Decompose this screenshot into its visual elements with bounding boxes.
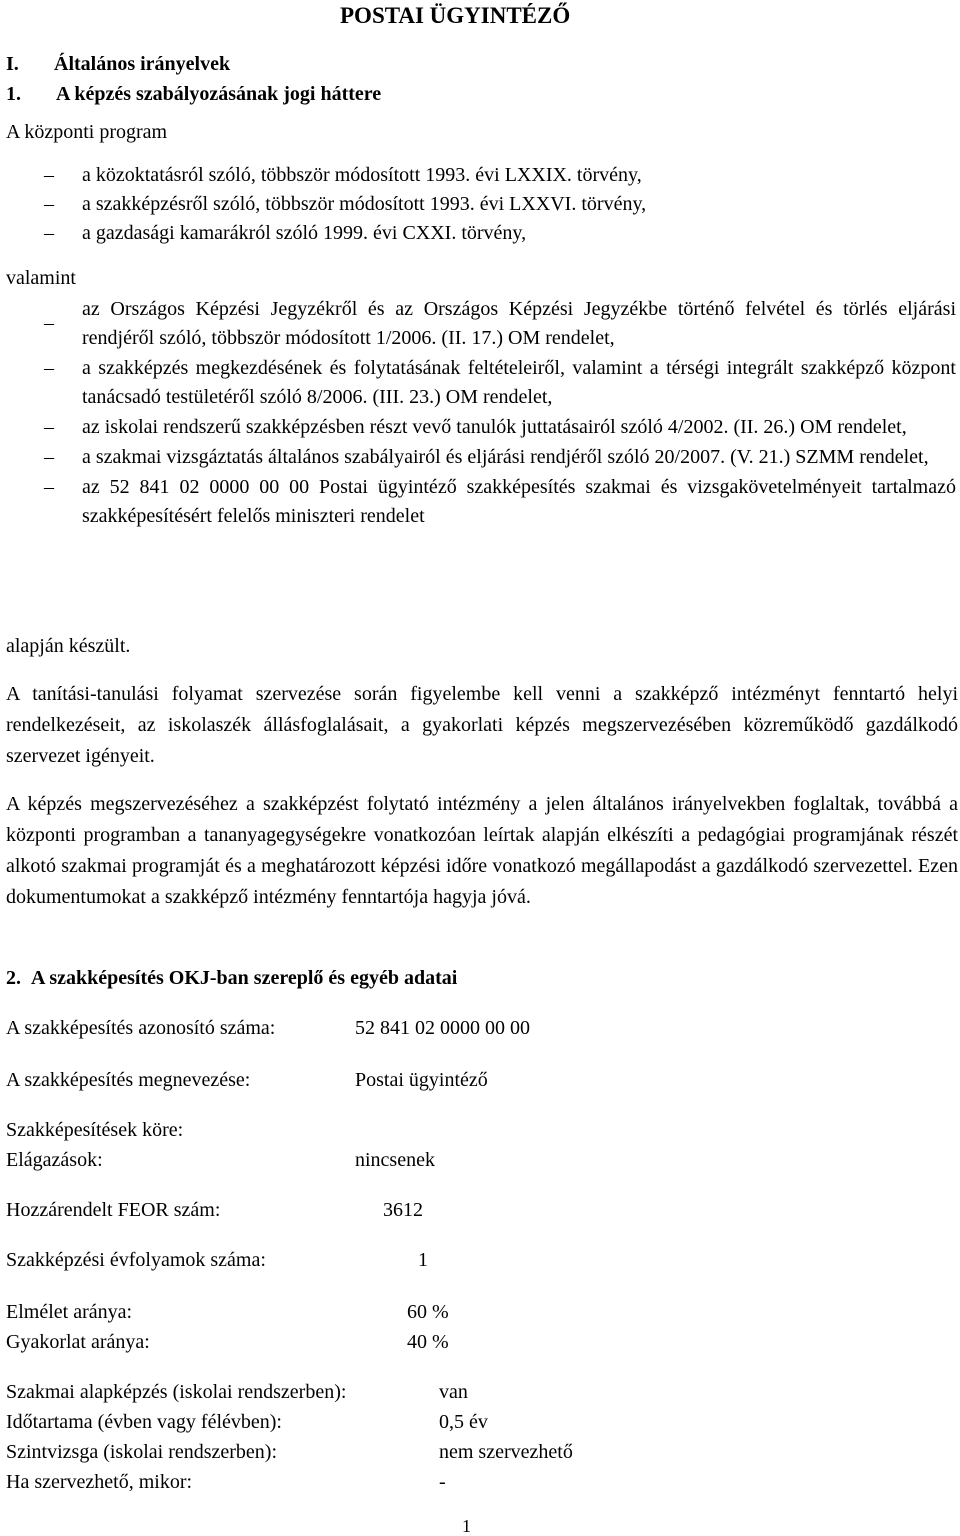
dash-bullet-icon: – (44, 164, 54, 186)
subsection-number: 2. (6, 967, 21, 989)
field-value-theory: 60 % (407, 1301, 449, 1323)
list-item: – a szakmai vizsgáztatás általános szabályairól és eljárási rendjéről szóló 20/2007. (V. 21.) SZMM rendelet, (44, 443, 956, 472)
list-item: – a szakképzésről szóló, többször módosított 1993. évi LXXVI. törvény, (44, 190, 944, 219)
dash-bullet-icon: – (44, 476, 54, 498)
field-value-basic: van (439, 1381, 468, 1403)
field-label-name: A szakképesítés megnevezése: (6, 1069, 251, 1091)
field-value-practice: 40 % (407, 1331, 449, 1353)
field-value-duration: 0,5 év (439, 1411, 488, 1433)
field-label-level-exam: Szintvizsga (iskolai rendszerben): (6, 1441, 278, 1463)
field-label-when: Ha szervezhető, mikor: (6, 1471, 193, 1493)
subsection-title: A képzés szabályozásának jogi háttere (56, 83, 382, 105)
dash-bullet-icon: – (44, 416, 54, 438)
intro-text: A központi program (6, 121, 168, 143)
field-label-practice: Gyakorlat aránya: (6, 1331, 150, 1353)
field-value-level-exam: nem szervezhető (439, 1441, 573, 1463)
page-number: 1 (462, 1516, 471, 1536)
list-item: – az iskolai rendszerű szakképzésben részt vevő tanulók juttatásairól szóló 4/2002. (II. 26.) OM rendelet, (44, 413, 956, 442)
dash-bullet-icon: – (44, 222, 54, 244)
field-label-basic: Szakmai alapképzés (iskolai rendszerben): (6, 1381, 347, 1403)
dash-bullet-icon: – (44, 357, 54, 379)
field-value-when: - (439, 1471, 446, 1493)
document-title: POSTAI ÜGYINTÉZŐ (340, 3, 571, 28)
section-title: Általános irányelvek (54, 53, 231, 75)
paragraph: A tanítási-tanulási folyamat szervezése során figyelembe kell venni a szakképző intézményt fenntartó helyi rendelkezéseit, az iskolaszék állásfoglalásait, a gyakorlati képzés megszervezésében közreműködő gazdálkodó szervezet igényeit. (6, 683, 958, 767)
field-value-years: 1 (418, 1249, 428, 1271)
list-item: – a szakképzés megkezdésének és folytatásának feltételeiről, valamint a térségi integrált szakképző központ tanácsadó testületéről szóló 8/2006. (III. 23.) OM rendelet, (44, 354, 956, 412)
field-value-name: Postai ügyintéző (355, 1069, 488, 1091)
field-label-scope: Szakképesítések köre: (6, 1119, 184, 1141)
list-item: – a gazdasági kamarákról szóló 1999. évi CXXI. törvény, (44, 219, 944, 248)
section-number: I. (6, 53, 19, 75)
dash-bullet-icon: – (44, 446, 54, 468)
paragraph: A képzés megszervezéséhez a szakképzést folytató intézmény a jelen általános irányelvekben foglaltak, továbbá a központi programban a tananyagegységekre vonatkozóan leírtak alapján elkészíti a pedagógiai programjának részét alkotó szakmai programját és a meghatározott képzési időre vonatkozó megállapodást a gazdálkodó szervezettel. Ezen dokumentumokat a szakképző intézmény fenntartója hagyja jóvá. (6, 793, 958, 908)
laws-list (44, 161, 944, 248)
field-label-theory: Elmélet aránya: (6, 1301, 133, 1323)
dash-bullet-icon: – (44, 312, 54, 334)
field-value-id: 52 841 02 0000 00 00 (355, 1017, 530, 1039)
field-label-feor: Hozzárendelt FEOR szám: (6, 1199, 221, 1221)
subsection-number: 1. (6, 83, 21, 105)
field-label-years: Szakképzési évfolyamok száma: (6, 1249, 266, 1271)
field-value-feor: 3612 (383, 1199, 423, 1221)
list-item: – a közoktatásról szóló, többször módosított 1993. évi LXXIX. törvény, (44, 161, 944, 190)
basis-text: alapján készült. (6, 635, 131, 657)
list-item: – az 52 841 02 0000 00 00 Postai ügyintéző szakképesítés szakmai és vizsgakövetelményeit tartalmazó szakképesítésért felelős miniszteri rendelet (44, 473, 956, 531)
field-label-duration: Időtartama (évben vagy félévben): (6, 1411, 282, 1433)
connector-text: valamint (6, 267, 76, 289)
regulations-list (44, 295, 956, 532)
subsection-title: A szakképesítés OKJ-ban szereplő és egyéb adatai (31, 967, 458, 989)
field-label-branches: Elágazások: (6, 1149, 103, 1171)
field-label-id: A szakképesítés azonosító száma: (6, 1017, 276, 1039)
field-value-branches: nincsenek (355, 1149, 435, 1171)
list-item: – az Országos Képzési Jegyzékről és az Országos Képzési Jegyzékbe történő felvétel és törlés eljárási rendjéről szóló, többször módosított 1/2006. (II. 17.) OM rendelet, (44, 298, 956, 349)
dash-bullet-icon: – (44, 193, 54, 215)
